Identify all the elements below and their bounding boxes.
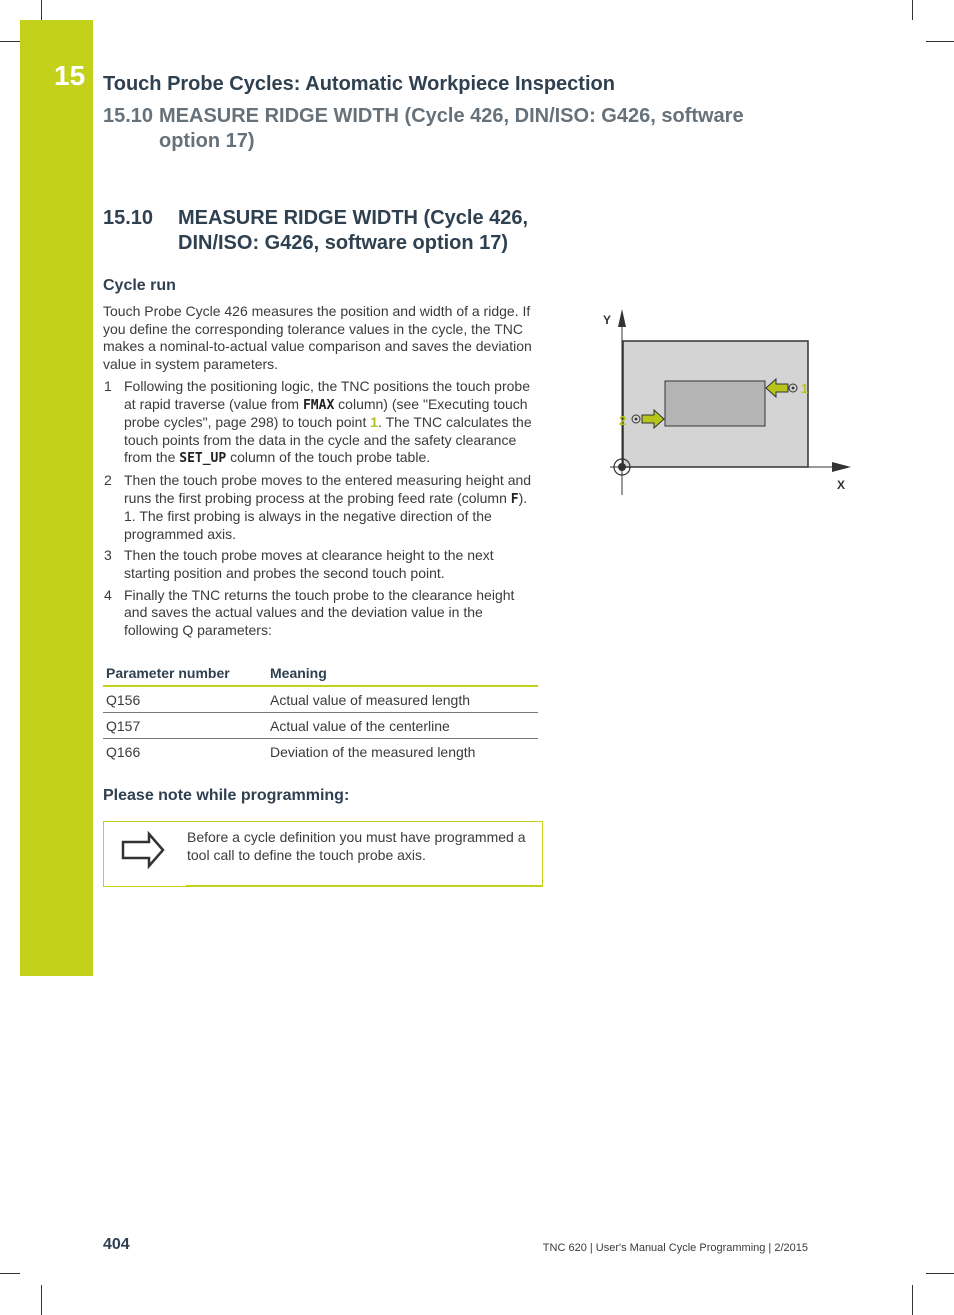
- cycle-run-intro: Touch Probe Cycle 426 measures the position and width of a ridge. If you define the corresponding tolerance values in the cycle, the TNC makes a nominal-to-actual value comparison and saves the deviation value in system parameters.: [103, 303, 532, 372]
- y-axis-arrow-icon: [618, 309, 626, 327]
- running-section-line2: option 17): [159, 130, 255, 152]
- crop-mark: [912, 0, 913, 20]
- table-row: [103, 686, 538, 713]
- list-item: 2 Then the touch probe moves to the entered measuring height and runs the first probing process at the probing feed rate (column F). 1. The first probing is always in the negative direction of the programmed axis.: [104, 471, 532, 542]
- page-number: 404: [103, 1236, 130, 1253]
- crop-mark: [41, 1285, 42, 1315]
- touch-point-2-label: 2: [619, 413, 627, 428]
- crop-mark: [926, 41, 954, 42]
- arrow-right-icon: [104, 822, 186, 886]
- crop-mark: [0, 1273, 20, 1274]
- running-section-title: [103, 104, 744, 154]
- cycle-steps-list: [103, 378, 539, 643]
- crop-mark: [0, 41, 20, 42]
- table-cell: Q166: [106, 743, 141, 760]
- code-f: F: [510, 491, 519, 507]
- table-cell: Deviation of the measured length: [270, 743, 476, 760]
- note-section-title: Please note while programming:: [103, 787, 350, 804]
- chapter-number: 15: [54, 60, 86, 91]
- table-header-row: [103, 660, 538, 686]
- list-item: 4 Finally the TNC returns the touch probe to the clearance height and saves the actual values and the deviation value in the following Q parameters:: [104, 586, 515, 638]
- cycle-run-title: Cycle run: [103, 277, 176, 294]
- running-section-line1: MEASURE RIDGE WIDTH (Cycle 426, DIN/ISO: G426, software: [159, 105, 744, 127]
- note-box: [103, 821, 543, 887]
- q-parameter-table: [103, 660, 538, 764]
- running-section-number: 15.10: [103, 105, 154, 127]
- chapter-title: Touch Probe Cycles: Automatic Workpiece Inspection: [103, 73, 615, 95]
- table-row: [103, 713, 538, 739]
- section-heading-line1: MEASURE RIDGE WIDTH (Cycle 426,: [178, 207, 529, 229]
- footer-text: TNC 620 | User's Manual Cycle Programming | 2/2015: [542, 1242, 808, 1254]
- column-header: Meaning: [267, 660, 538, 686]
- crop-mark: [41, 0, 42, 20]
- table-cell: Actual value of the centerline: [267, 713, 538, 739]
- section-heading-text: [178, 206, 578, 256]
- y-axis-label: Y: [603, 313, 612, 327]
- column-header: Parameter number: [103, 660, 267, 686]
- table-cell: Q157: [103, 713, 267, 739]
- table-cell: Actual value of measured length: [267, 686, 538, 713]
- note-text: Before a cycle definition you must have programmed a tool call to define the touch probe axis.: [187, 829, 526, 863]
- touch-point-ref: 1: [370, 414, 379, 431]
- ridge: [665, 381, 765, 426]
- table-row: [103, 739, 538, 765]
- x-axis-arrow-icon: [832, 462, 851, 472]
- list-item: 1 Following the positioning logic, the TNC positions the touch probe at rapid traverse (value from FMAX column) (see "Executing touch probe cycles", page 298) to touch point 1. The TNC calculates the touch points from the data in the cycle and the safety clearance from the SET_UP column of the touch probe table.: [104, 378, 532, 467]
- section-heading-line2: DIN/ISO: G426, software option 17): [178, 232, 509, 254]
- code-fmax: FMAX: [302, 397, 335, 413]
- table-cell: Q156: [103, 686, 267, 713]
- crop-mark: [912, 1285, 913, 1315]
- chapter-sidebar: [20, 20, 93, 976]
- code-set-up: SET_UP: [179, 451, 227, 467]
- crop-mark: [926, 1273, 954, 1274]
- section-heading-number: 15.10: [103, 207, 154, 229]
- x-axis-label: X: [837, 478, 846, 492]
- list-item: 3 Then the touch probe moves at clearance height to the next starting position and probes the second touch point.: [104, 547, 494, 581]
- ridge-measurement-diagram: [600, 305, 860, 500]
- touch-point-1-label: 1: [801, 381, 809, 396]
